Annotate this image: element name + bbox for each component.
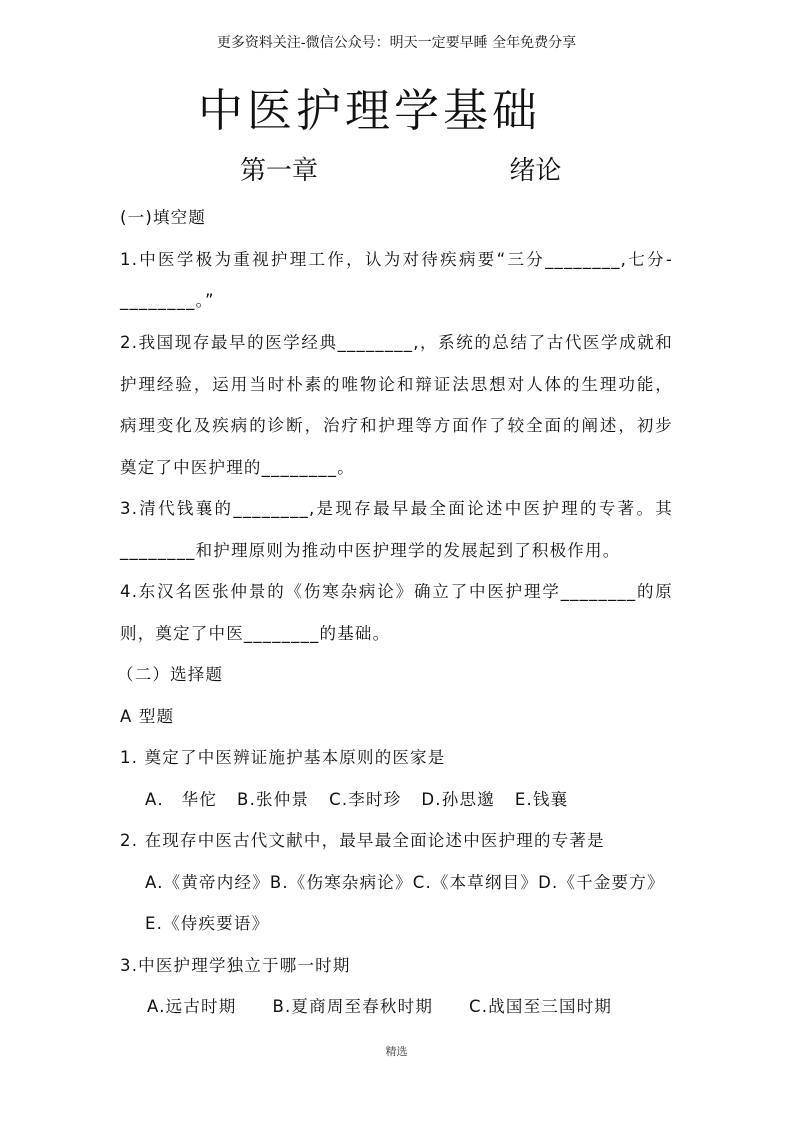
question-options: [145, 789, 588, 811]
option: D.《千金要方》: [538, 873, 665, 892]
chapter-title: 第一章 绪论: [240, 156, 562, 186]
section-heading-choice: （二）选择题: [117, 665, 224, 684]
option: C.战国至三国时期: [469, 997, 613, 1016]
fill-line: 奠定了中医护理的________。: [120, 458, 355, 477]
option: B.张仲景: [237, 790, 310, 809]
fill-line: 3.清代钱襄的________,是现存最早最全面论述中医护理的专著。其: [120, 499, 673, 518]
fill-line: 2.我国现存最早的医学经典________,，系统的总结了古代医学成就和: [120, 333, 673, 352]
question-options: [147, 996, 632, 1018]
question-options: [145, 872, 665, 894]
fill-line: 病理变化及疾病的诊断，治疗和护理等方面作了较全面的阐述，初步: [120, 416, 673, 435]
document-title: 中医护理学基础: [198, 84, 542, 137]
option: E.钱襄: [514, 790, 569, 809]
question-stem: 2. 在现存中医古代文献中，最早最全面论述中医护理的专著是: [120, 831, 605, 850]
type-a-heading: A 型题: [120, 707, 175, 726]
page-footer: 精选: [385, 1045, 408, 1058]
fill-line: 护理经验，运用当时朴素的唯物论和辩证法思想对人体的生理功能，: [120, 375, 673, 394]
fill-line: ________。”: [120, 291, 215, 310]
option: A.远古时期: [147, 997, 237, 1016]
option: D.孙思邈: [421, 790, 495, 809]
fill-line: 则，奠定了中医________的基础。: [120, 624, 391, 643]
fill-line: 4.东汉名医张仲景的《伤寒杂病论》确立了中医护理学________的原: [120, 582, 673, 601]
fill-line: ________和护理原则为推动中医护理学的发展起到了积极作用。: [120, 541, 621, 560]
question-stem: 1. 奠定了中医辨证施护基本原则的医家是: [120, 748, 446, 767]
option: C.李时珍: [329, 790, 402, 809]
question-stem: 3.中医护理学独立于哪一时期: [120, 956, 351, 975]
option: A． 华佗: [145, 790, 218, 809]
option: B.夏商周至春秋时期: [272, 997, 434, 1016]
fill-line: 1.中医学极为重视护理工作，认为对待疾病要“三分________,七分-: [120, 250, 673, 269]
option: C.《本草纲目》: [412, 873, 539, 892]
header-note: 更多资料关注-微信公众号：明天一定要早睡 全年免费分享: [216, 35, 577, 51]
option: E.《侍疾要语》: [145, 914, 270, 933]
option: A.《黄帝内经》: [145, 873, 270, 892]
section-heading-fill: (一)填空题: [120, 208, 207, 227]
option: B.《伤寒杂病论》: [269, 873, 413, 892]
